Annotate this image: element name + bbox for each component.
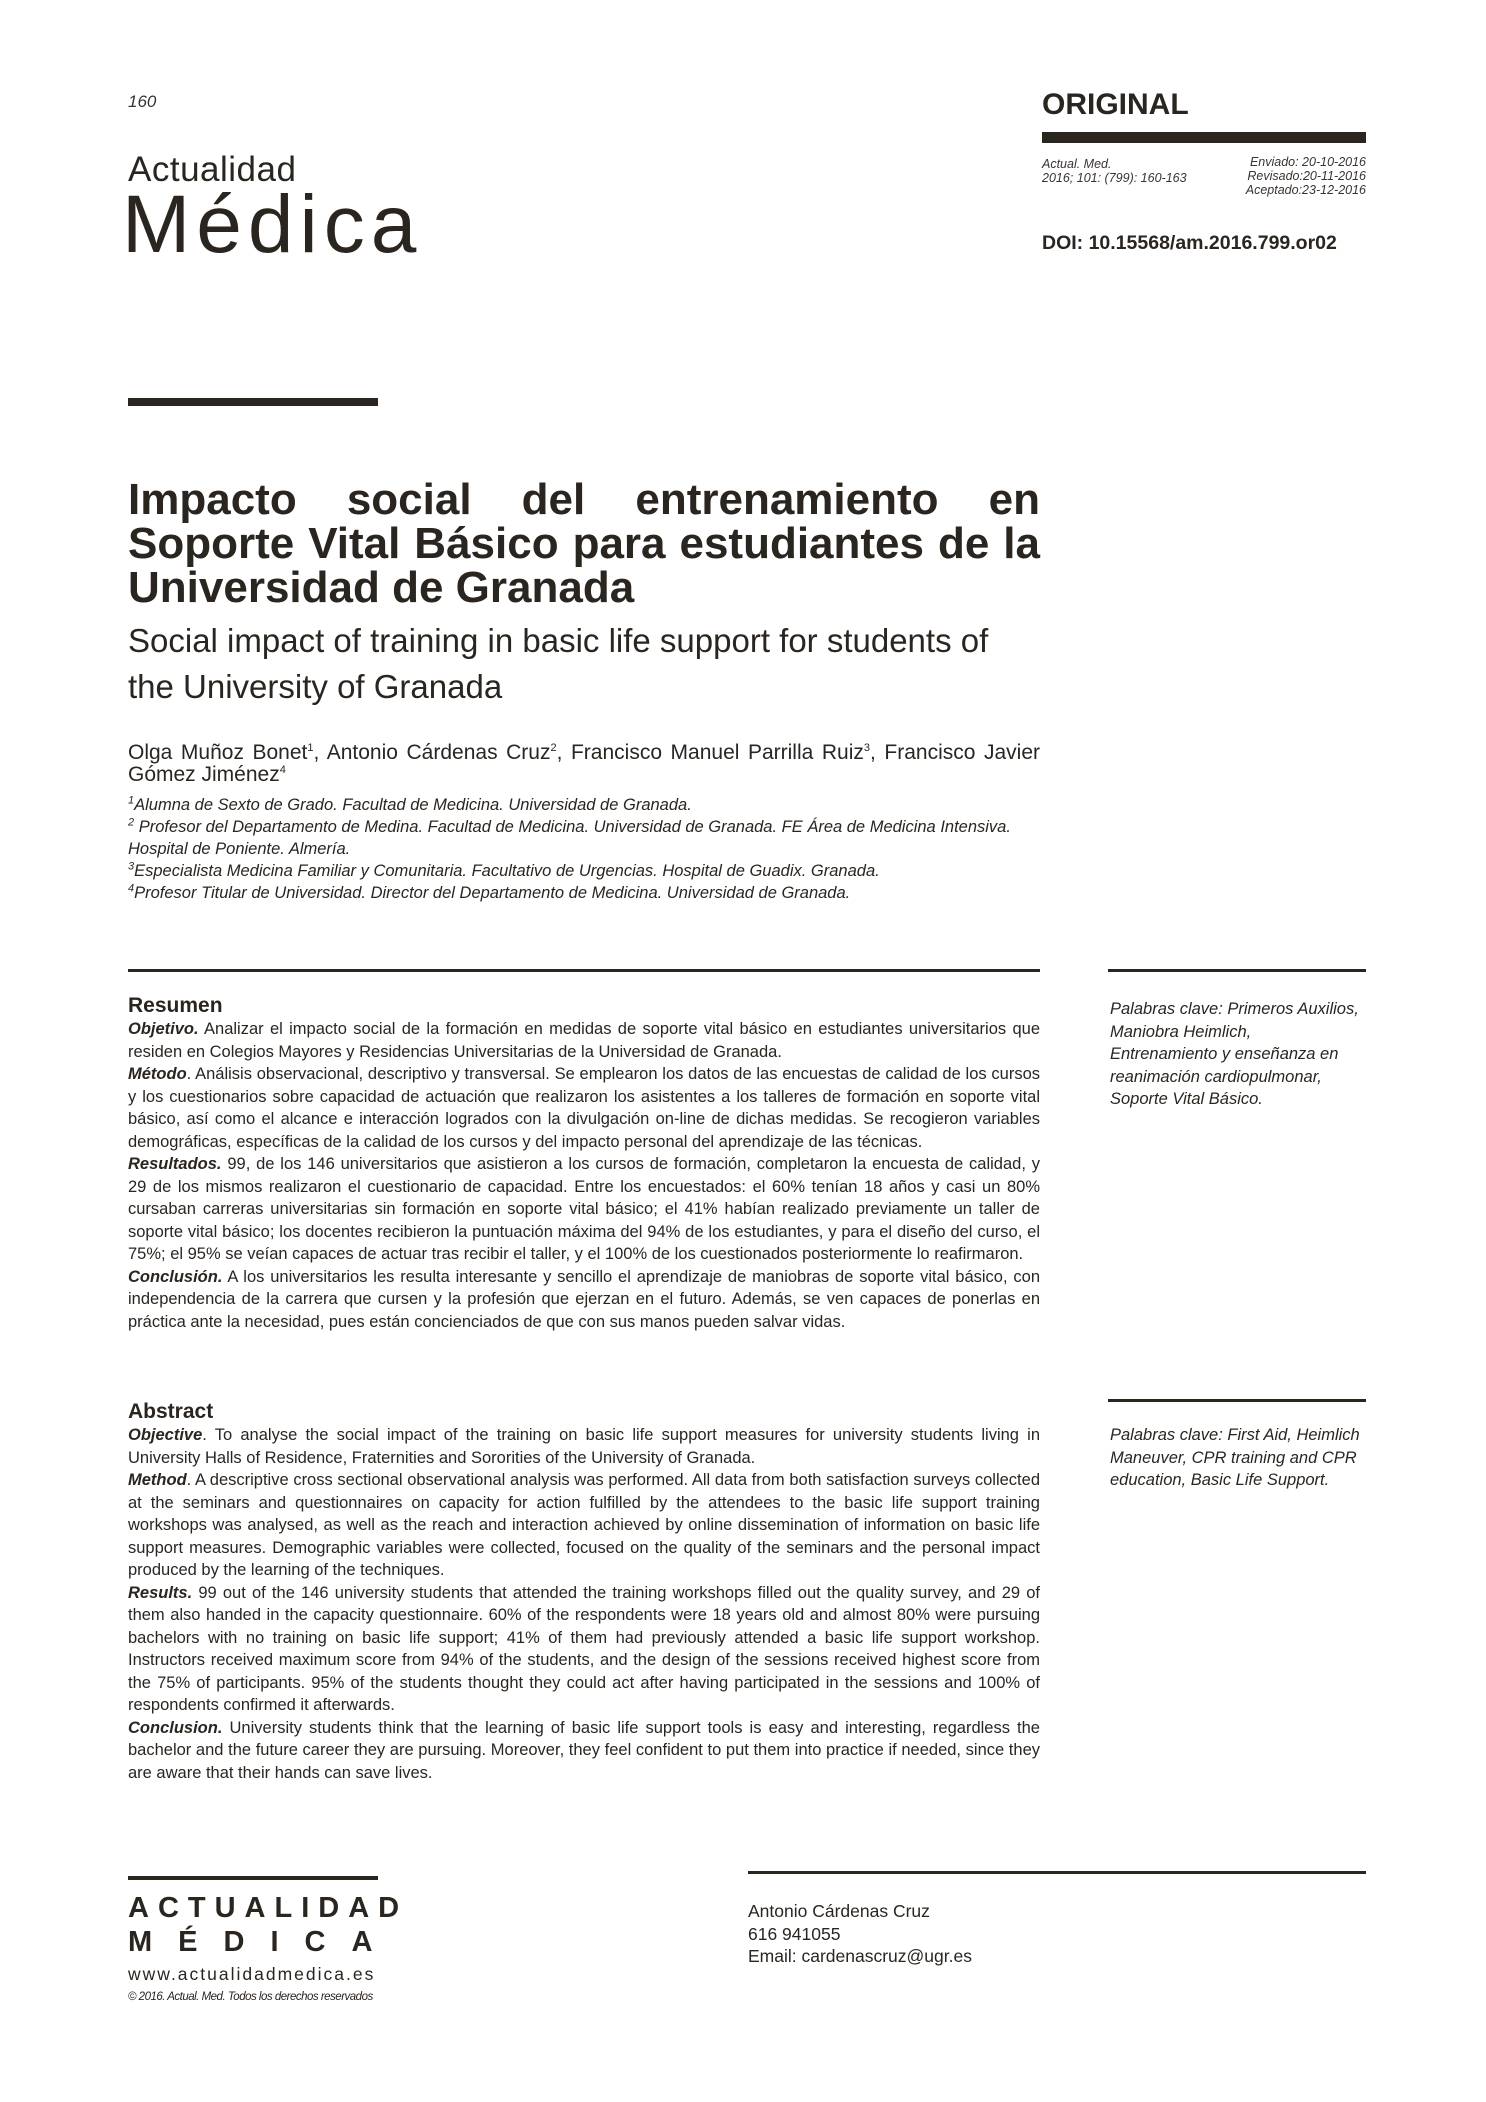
footer-website-link[interactable]: www.actualidadmedica.es — [128, 1964, 376, 1984]
date-revised: Revisado:20-11-2016 — [1247, 169, 1366, 183]
footer-copyright: © 2016. Actual. Med. Todos los derechos reservados — [128, 1991, 373, 2003]
affiliation-list — [128, 794, 1040, 904]
journal-name-bottom: Médica — [122, 179, 423, 270]
affiliation: $^4$Profesor Titular de Universidad. Director del Departamento de Medicina. Universidad de Granada. — [128, 882, 851, 902]
resumen-divider — [128, 969, 1040, 972]
author: Francisco Manuel Parrilla Ruiz$^3$, — [570, 741, 885, 764]
citation — [1042, 157, 1187, 185]
keywords-english: Palabras clave: First Aid, Heimlich Maneuver, CPR training and CPR education, Basic Life Support. — [1110, 1426, 1360, 1489]
footer-divider — [128, 1876, 378, 1880]
correspondence-phone: 616 941055 — [748, 1923, 841, 1944]
abstract-body — [128, 1424, 1040, 1784]
abstract-results: Results. 99 out of the 146 university students that attended the training workshops filled out the quality survey, and 29 of them also handed in the capacity questionnaire. 60% of the respondents were 18 years old and almost 80% were pursuing bachelors with no training on basic life support; 41% of them had previously attended a basic life support workshop. Instructors received maximum score from 94% of the students, and the design of the sessions received highest score from the 75% of participants. 95% of the students thought they could act after having participated in the sessions and 100% of respondents confirmed it afterwards. — [128, 1583, 1040, 1714]
date-sent: Enviado: 20-10-2016 — [1249, 155, 1366, 169]
resumen-heading: Resumen — [128, 994, 223, 1017]
date-accepted: Aceptado:23-12-2016 — [1245, 183, 1366, 197]
resumen-conclusion: Conclusión. A los universitarios les resulta interesante y sencillo el aprendizaje de maniobras de soporte vital básico, con independencia de la carrera que cursen y la profesión que ejerzan en el futuro. Además, se ven capaces de ponerlas en práctica ante la necesidad, pues están concienciados de que con sus manos pueden salvar vidas. — [128, 1267, 1040, 1331]
doi: DOI: 10.15568/am.2016.799.or02 — [1042, 232, 1337, 254]
section-label: ORIGINAL — [1042, 88, 1189, 121]
affiliation: $^1$Alumna de Sexto de Grado. Facultad de Medicina. Universidad de Granada. — [128, 794, 692, 814]
citation-journal: Actual. Med. — [1042, 157, 1112, 171]
author: Olga Muñoz Bonet$^1$, — [128, 741, 327, 764]
keywords-es-divider — [1108, 969, 1366, 972]
resumen-objetivo: Objetivo. Analizar el impacto social de la formación en medidas de soporte vital básico en estudiantes universitarios que residen en Colegios Mayores y Residencias Universitarias de la Universidad de Granada. — [128, 1020, 1040, 1061]
abstract-heading: Abstract — [128, 1400, 214, 1423]
resumen-metodo: Método. Análisis observacional, descriptivo y transversal. Se emplearon los datos de las encuestas de calidad de los cursos y los cuestionarios sobre capacidad de actuación que realizaron los asistentes a los talleres de formación en soporte vital básico, así como el alcance e interacción logrados con la divulgación on-line de dichas medidas. Se recogieron variables demográficas, específicas de la calidad de los cursos y del impacto personal del aprendizaje de las técnicas. — [128, 1065, 1040, 1151]
keywords-spanish: Palabras clave: Primeros Auxilios, Maniobra Heimlich, Entrenamiento y enseñanza en reanimación cardiopulmonar, Soporte Vital Básico. — [1110, 1000, 1359, 1108]
affiliation: $^2$ Profesor del Departamento de Medina. Facultad de Medicina. Universidad de Granada. FE Área de Medicina Intensiva. Hospital de Poniente. Almería. — [128, 816, 1011, 858]
citation-volume: 2016; 101: (799): 160-163 — [1042, 171, 1187, 185]
correspondence — [748, 1900, 972, 1968]
abstract-objective: Objective. To analyse the social impact of the training on basic life support measures for university students living in University Halls of Residence, Fraternities and Sororities of the University of Granada. — [128, 1426, 1040, 1467]
title-divider — [128, 398, 378, 406]
title-spanish: Impacto social del entrenamiento en Soporte Vital Básico para estudiantes de la Universidad de Granada — [128, 475, 1040, 612]
publication-dates — [1246, 155, 1366, 197]
title-english: Social impact of training in basic life support for students of the University of Granada — [128, 622, 989, 705]
author: Antonio Cárdenas Cruz$^2$, — [326, 741, 571, 764]
correspondence-divider — [748, 1871, 1366, 1874]
resumen-body — [128, 1018, 1040, 1333]
keywords-en-divider — [1108, 1399, 1366, 1402]
correspondence-email-link[interactable]: Email: cardenascruz@ugr.es — [748, 1946, 972, 1966]
author: Francisco Javier Gómez Jiménez$^4$ — [128, 741, 1040, 786]
abstract-conclusion: Conclusion. University students think that the learning of basic life support tools is easy and interesting, regardless the bachelor and the future career they are pursuing. Moreover, they feel confident to put them into practice if needed, since they are aware that their hands can save lives. — [128, 1718, 1040, 1782]
section-bar — [1042, 132, 1366, 143]
footer-brand-line2: MÉDICA — [128, 1926, 399, 1958]
resumen-resultados: Resultados. 99, de los 146 universitarios que asistieron a los cursos de formación, completaron la encuesta de calidad, y 29 de los mismos realizaron el cuestionario de capacidad. Entre los encuestados: el 60% tenían 18 años y casi un 80% cursaban carreras universitarias sin formación en soporte vital básico; el 41% habían realizado previamente un taller de soporte vital básico; los docentes recibieron la puntuación máxima del 94% de los estudiantes, y para el diseño del curso, el 75%; el 95% se veían capaces de actuar tras recibir el taller, y el 100% de los cuestionados posteriormente lo reafirmaron. — [128, 1155, 1040, 1263]
journal-name-top: Actualidad — [128, 150, 297, 189]
author-list — [128, 742, 1040, 786]
correspondence-name: Antonio Cárdenas Cruz — [748, 1901, 930, 1921]
abstract-method: Method. A descriptive cross sectional observational analysis was performed. All data from both satisfaction surveys collected at the seminars and questionnaires on capacity for action fulfilled by the attendees to the basic life support training workshops was analysed, as well as the reach and interaction achieved by online dissemination of information on basic life support measures. Demographic variables were collected, focused on the quality of the seminars and the personal impact produced by the learning of the techniques. — [128, 1471, 1040, 1579]
affiliation: $^3$Especialista Medicina Familiar y Comunitaria. Facultativo de Urgencias. Hospital de Guadix. Granada. — [128, 860, 880, 880]
footer-brand-line1: ACTUALIDAD — [128, 1892, 409, 1924]
page-number: 160 — [128, 92, 157, 111]
